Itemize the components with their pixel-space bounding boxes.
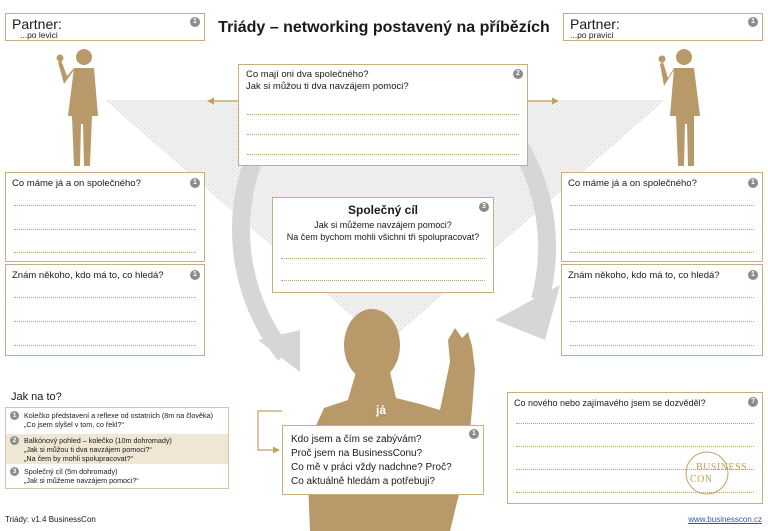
me-label: já	[376, 403, 387, 417]
logo-ring	[681, 449, 743, 497]
me-box[interactable]	[282, 425, 484, 495]
page-title: Triády – networking postavený na příbězích	[218, 19, 550, 36]
common-goal-q2: Na čem bychom mohli všichni tři spolupracovat?	[286, 232, 480, 242]
logo-line1: BUSINESS	[696, 462, 748, 473]
badge: 1	[748, 178, 758, 188]
step-quote: „Co jsem slyšel v tom, co řekl?“	[24, 420, 124, 429]
logo-line2: CON	[690, 474, 713, 485]
learned-box[interactable]	[507, 392, 763, 504]
right-common-label: Co máme já a on společného?	[568, 178, 697, 189]
partner-right-heading: Partner:	[570, 16, 620, 32]
step-number: 3	[10, 467, 19, 476]
cycle-arrowhead-right	[495, 285, 560, 340]
badge: 1	[190, 17, 200, 27]
badge: 3	[479, 202, 489, 212]
badge: 1	[748, 17, 758, 27]
me-question-1: Kdo jsem a čím se zabývám?	[291, 434, 422, 445]
pair-common-box[interactable]	[238, 64, 528, 166]
howto-heading: Jak na to?	[11, 391, 62, 403]
badge: 1	[748, 270, 758, 280]
partner-right-label	[563, 13, 763, 41]
left-know-label: Znám někoho, kdo má to, co hledá?	[12, 270, 164, 281]
arrow-to-me-box	[258, 411, 282, 450]
badge: 1	[469, 429, 479, 439]
step-number: 1	[10, 411, 19, 420]
partner-left-sub: ...po levici	[20, 30, 58, 40]
partner-right-sub: ...po pravici	[570, 30, 614, 40]
partner-left-heading: Partner:	[12, 16, 62, 32]
me-figure	[300, 300, 490, 531]
right-common-box[interactable]	[561, 172, 763, 262]
badge: 1	[190, 178, 200, 188]
step-title: Balkónový pohled – kolečko (10m dohromady)	[24, 436, 172, 445]
right-know-box[interactable]	[561, 264, 763, 356]
pair-common-q2: Jak si můžou ti dva navzájem pomoci?	[246, 81, 409, 92]
badge: 1	[190, 270, 200, 280]
businesscon-logo	[681, 449, 748, 497]
step-number: 2	[10, 436, 19, 445]
step-title: Společný cíl (5m dohromady)	[24, 467, 118, 476]
left-know-box[interactable]	[5, 264, 205, 356]
step-quote: „Jak si můžeme navzájem pomoci?“	[24, 476, 139, 485]
partner-right-figure	[656, 44, 716, 169]
learned-label: Co nového nebo zajímavého jsem se dozvěděl?	[514, 398, 706, 408]
partner-left-label	[5, 13, 205, 41]
left-common-box[interactable]	[5, 172, 205, 262]
common-goal-title: Společný cíl	[347, 203, 419, 217]
me-question-3: Co mě v práci vždy nadchne? Proč?	[291, 462, 452, 473]
step-title: Kolečko představení a reflexe od ostatních (8m na člověka)	[24, 411, 213, 420]
howto-box	[5, 407, 229, 489]
me-question-2: Proč jsem na BusinessConu?	[291, 448, 423, 459]
badge: 2	[513, 69, 523, 79]
badge: ?	[748, 397, 758, 407]
left-common-label: Co máme já a on společného?	[12, 178, 141, 189]
step-quote-2: „Na čem by mohli spolupracovat?“	[24, 454, 134, 463]
footer-url-link[interactable]: www.businesscon.cz	[688, 515, 762, 524]
partner-left-figure	[52, 44, 112, 169]
common-goal-box[interactable]	[272, 197, 494, 293]
step-quote: „Jak si můžou ti dva navzájem pomoci?“	[24, 445, 152, 454]
pair-common-q1: Co mají oni dva společného?	[246, 69, 369, 80]
footer-version: Triády: v1.4 BusinessCon	[5, 515, 96, 524]
common-goal-q1: Jak si můžeme navzájem pomoci?	[314, 220, 452, 230]
right-know-label: Znám někoho, kdo má to, co hledá?	[568, 270, 720, 281]
me-question-4: Co aktuálně hledám a potřebuji?	[291, 476, 435, 487]
